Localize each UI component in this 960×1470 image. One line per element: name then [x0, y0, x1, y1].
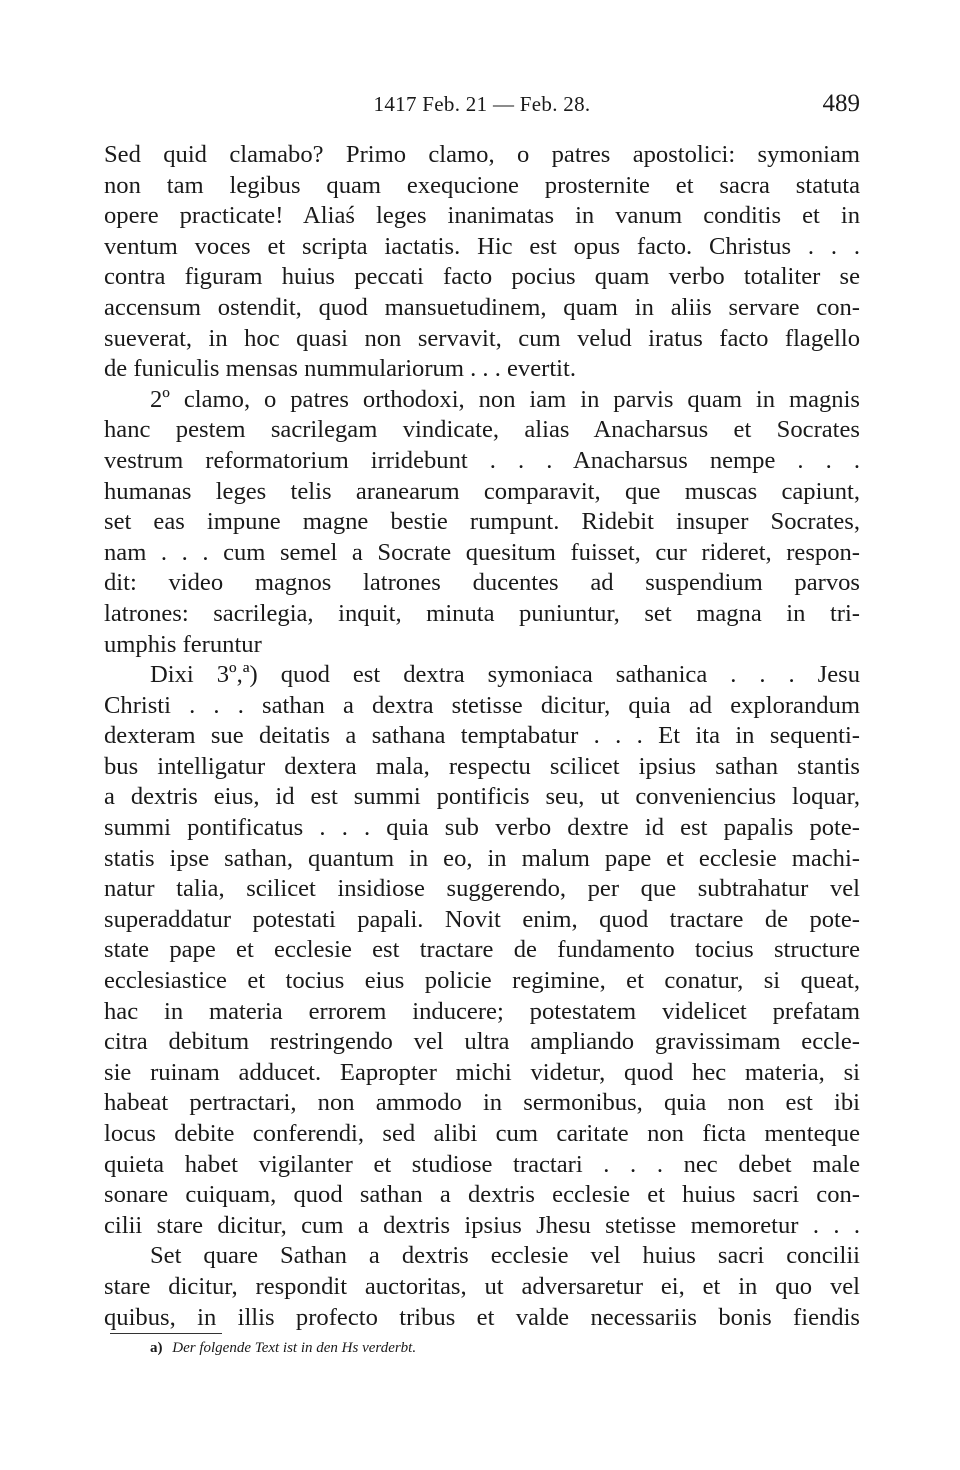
text-line: hac in materia errorem inducere; potestatem videlicet prefatam — [104, 997, 860, 1025]
text-line: de funiculis mensas nummulariorum . . . evertit. — [104, 355, 576, 383]
text-line: dit: video magnos latrones ducentes ad suspendium parvos — [104, 569, 860, 597]
footnote-rule — [110, 1333, 222, 1334]
text-line: summi pontificatus . . . quia sub verbo dextre id est papalis pote- — [104, 814, 860, 842]
text-line: latrones: sacrilegia, inquit, minuta puniuntur, set magna in tri- — [104, 599, 860, 627]
text-line: natur talia, scilicet insidiose suggerendo, per que subtrahatur vel — [104, 875, 860, 903]
text-line: vestrum reformatorium irridebunt . . . Anacharsus nempe . . . — [104, 446, 860, 474]
text-line: opere practicate! Aliaś leges inanimatas in vanum conditis et in — [104, 202, 860, 230]
text-line: state pape et ecclesie est tractare de fundamento tocius structure — [104, 936, 860, 964]
text-line: accensum ostendit, quod mansuetudinem, quam in aliis servare con- — [104, 293, 860, 321]
text-line: contra figuram huius peccati facto pocius quam verbo totaliter se — [104, 263, 860, 291]
text-line: stare dicitur, respondit auctoritas, ut adversaretur ei, et in quo vel — [104, 1272, 860, 1300]
text-line: Set quare Sathan a dextris ecclesie vel huius sacri concilii — [150, 1242, 860, 1270]
text-line: cilii stare dicitur, cum a dextris ipsius Jhesu stetisse memoretur . . . — [104, 1211, 860, 1239]
text-line: 2º clamo, o patres orthodoxi, non iam in parvis quam in magnis — [150, 385, 860, 413]
page-header — [104, 88, 860, 124]
text-line: sueverat, in hoc quasi non servavit, cum velud iratus facto flagello — [104, 324, 860, 352]
footnote — [150, 1338, 416, 1358]
text-line: ecclesiastice et tocius eius policie regimine, et conatur, si queat, — [104, 967, 860, 995]
text-line: quibus, in illis profecto tribus et valde necessariis bonis fiendis — [104, 1303, 860, 1331]
text-line: ventum voces et scripta iactatis. Hic est opus facto. Christus . . . — [104, 232, 860, 260]
running-head: 1417 Feb. 21 — Feb. 28. — [373, 92, 591, 116]
text-line: sonare cuiquam, quod sathan a dextris ecclesie et huius sacri con- — [104, 1181, 860, 1209]
text-line: umphis feruntur — [104, 630, 262, 658]
text-line: a dextris eius, id est summi pontificis seu, ut conveniencius loquar, — [104, 783, 860, 811]
text-line: Dixi 3º,ª) quod est dextra symoniaca sathanica . . . Jesu — [150, 661, 860, 689]
footnote-text: Der folgende Text ist in den Hs verderbt. — [172, 1340, 417, 1356]
text-line: statis ipse sathan, quantum in eo, in malum pape et ecclesie machi- — [104, 844, 860, 872]
text-line: Christi . . . sathan a dextra stetisse dicitur, quia ad explorandum — [104, 691, 860, 719]
text-line: quieta habet vigilanter et studiose tractari . . . nec debet male — [104, 1150, 860, 1178]
text-line: bus intelligatur dextera mala, respectu scilicet ipsius sathan stantis — [104, 752, 860, 780]
text-line: citra debitum restringendo vel ultra ampliando gravissimam eccle- — [104, 1028, 860, 1056]
text-line: dexteram sue deitatis a sathana temptabatur . . . Et ita in sequenti- — [104, 722, 860, 750]
text-line: locus debite conferendi, sed alibi cum caritate non ficta menteque — [104, 1120, 860, 1147]
text-line: humanas leges telis aranearum comparavit, que muscas capiunt, — [104, 477, 860, 505]
text-line: hanc pestem sacrilegam vindicate, alias Anacharsus et Socrates — [104, 416, 860, 444]
text-line: nam . . . cum semel a Socrate quesitum fuisset, cur rideret, respon- — [104, 538, 860, 566]
text-line: habeat pertractari, non ammodo in sermonibus, quia non est ibi — [104, 1089, 860, 1117]
text-line: superaddatur potestati papali. Novit enim, quod tractare de pote- — [104, 905, 860, 933]
text-line: sie ruinam adducet. Eapropter michi videtur, quod hec materia, si — [104, 1058, 860, 1086]
footnote-label: a) — [150, 1340, 163, 1356]
page-number: 489 — [822, 90, 860, 117]
body-text — [104, 140, 860, 1333]
text-line: Sed quid clamabo? Primo clamo, o patres apostolici: symoniam — [104, 141, 860, 168]
text-line: non tam legibus quam exequcione prosternite et sacra statuta — [104, 171, 860, 199]
text-line: set eas impune magne bestie rumpunt. Ridebit insuper Socrates, — [104, 508, 860, 536]
